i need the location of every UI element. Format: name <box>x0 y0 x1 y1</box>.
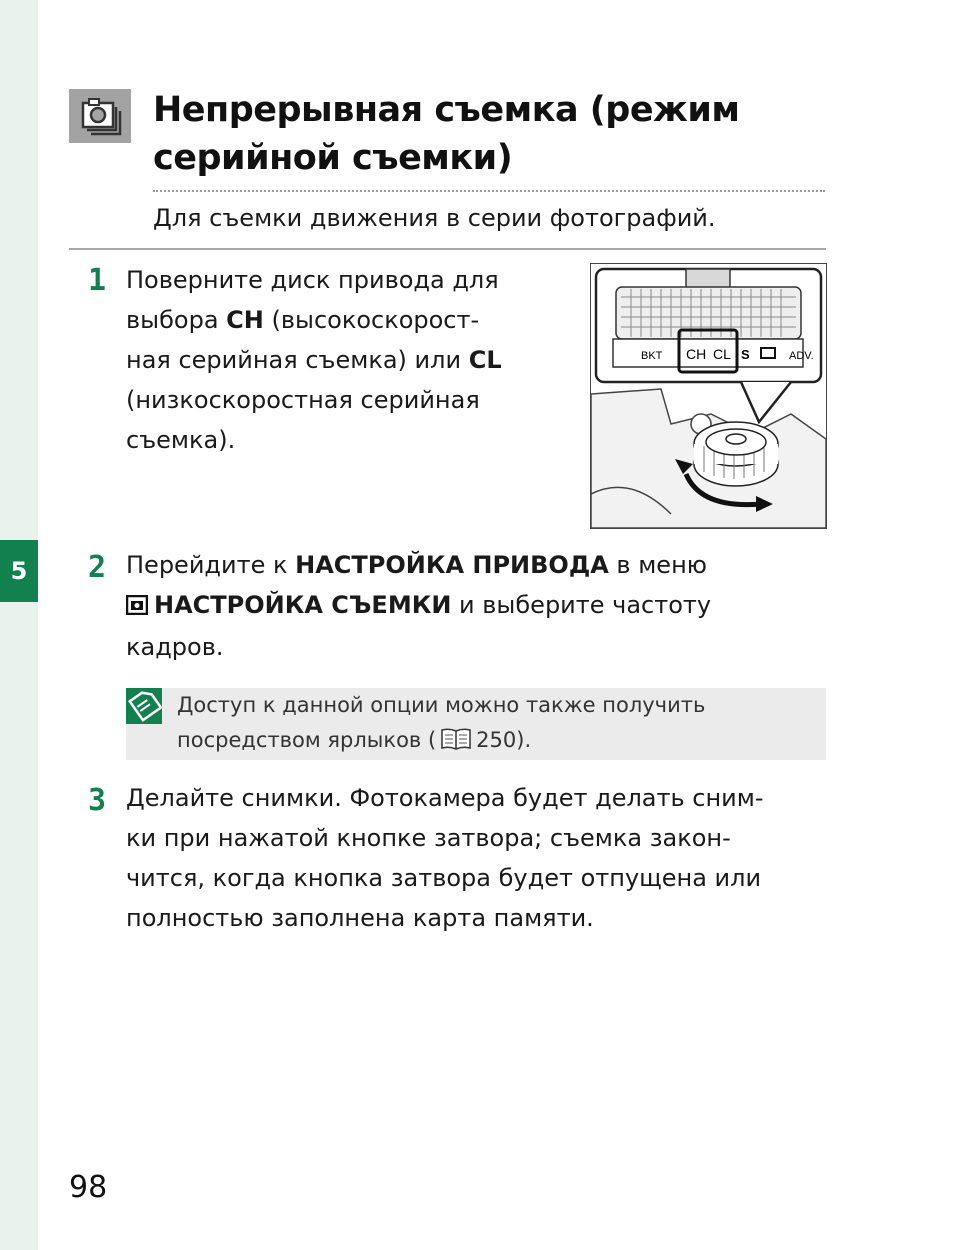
dial-label-ch: CH <box>686 346 707 362</box>
step-1-line-2: выбора CH (высокоскорост- <box>126 306 480 334</box>
step-3-line-2: ки при нажатой кнопке затвора; съемка закон- <box>126 824 731 852</box>
step-1-line-5: съемка). <box>126 426 236 454</box>
step-1-line-3: ная серийная съемка) или CL <box>126 346 502 374</box>
step-3-line-3: чится, когда кнопка затвора будет отпущена или <box>126 864 762 892</box>
note-line-2: посредством ярлыков ( 250). <box>177 723 705 762</box>
title-divider <box>153 190 825 192</box>
header-rule <box>69 248 826 250</box>
dial-label-adv: ADV. <box>789 350 814 362</box>
dial-label-bkt: BKT <box>641 350 663 362</box>
step-2-text <box>126 545 711 667</box>
note-icon <box>126 688 162 724</box>
step-3-line-4: полностью заполнена карта памяти. <box>126 904 594 932</box>
title-line-1: Непрерывная съемка (режим <box>153 90 740 130</box>
step-3-text <box>126 778 764 938</box>
side-strip <box>0 0 38 1250</box>
step-2-line-3: кадров. <box>126 633 224 661</box>
step-2-line-2: НАСТРОЙКА СЪЕМКИ и выберите частоту <box>126 585 711 627</box>
step-1-line-4: (низкоскоростная серийная <box>126 386 480 414</box>
dial-label-cl: CL <box>713 346 731 362</box>
shooting-menu-icon <box>126 587 148 627</box>
dial-label-s: S <box>741 347 750 362</box>
note-page-ref[interactable]: 250 <box>476 728 517 752</box>
step-1-text <box>126 260 502 460</box>
step-1-line-1: Поверните диск привода для <box>126 266 499 294</box>
drive-dial-illustration <box>590 263 827 529</box>
chapter-tab[interactable]: 5 <box>0 540 38 602</box>
page-title <box>153 86 853 182</box>
step-3-number: 3 <box>88 783 107 818</box>
title-line-2: серийной съемки) <box>153 138 513 178</box>
note-text <box>177 688 705 762</box>
step-3-line-1: Делайте снимки. Фотокамера будет делать сним- <box>126 784 764 812</box>
page-number: 98 <box>69 1170 108 1205</box>
step-2-number: 2 <box>88 550 107 585</box>
step-1-number: 1 <box>88 263 107 298</box>
continuous-shooting-icon <box>69 89 131 143</box>
manual-page-ref-icon <box>440 727 472 762</box>
page-subtitle: Для съемки движения в серии фотографий. <box>153 204 716 232</box>
step-2-line-1: Перейдите к НАСТРОЙКА ПРИВОДА в меню <box>126 551 707 579</box>
note-line-1: Доступ к данной опции можно также получить <box>177 693 706 717</box>
